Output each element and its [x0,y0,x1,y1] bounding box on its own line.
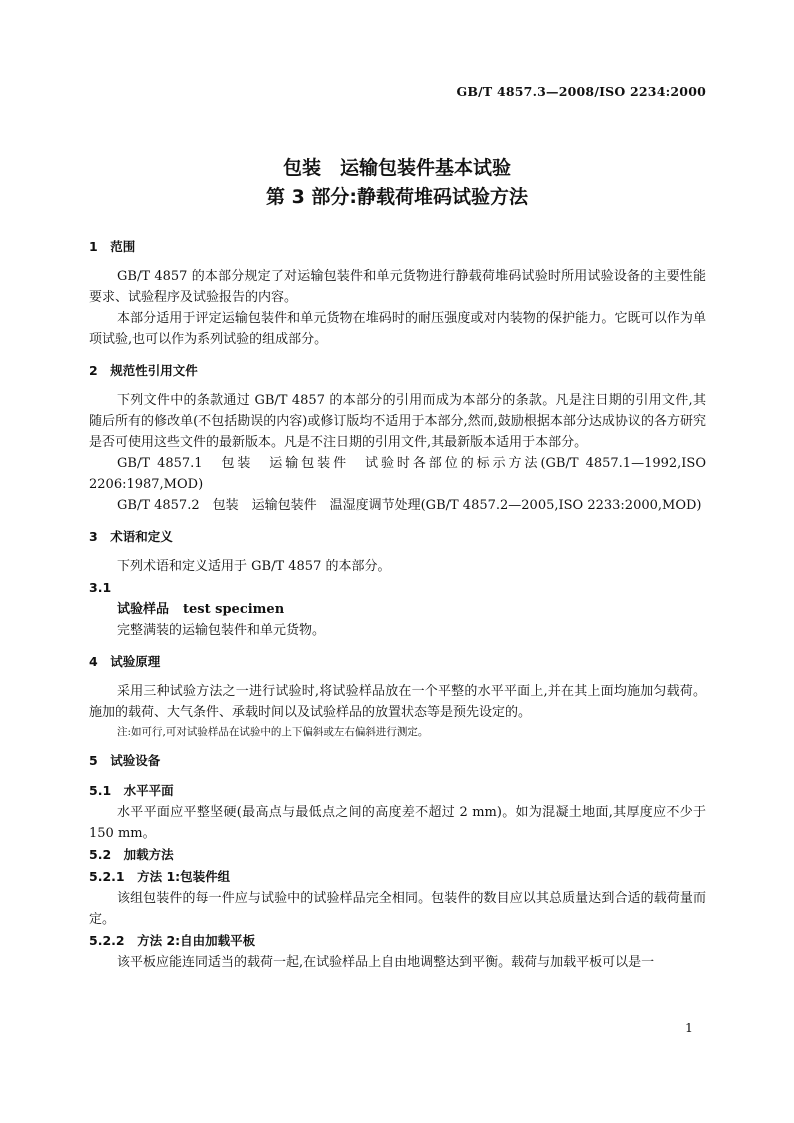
page-number: 1 [685,1020,693,1035]
document-body [89,236,706,973]
subsection-heading: 5.1 水平平面 [89,783,174,798]
document-subtitle: 第 3 部分:静载荷堆码试验方法 [265,186,529,208]
subsection-number: 3.1 [89,580,112,595]
standard-code: GB/T 4857.3—2008/ISO 2234:2000 [456,84,706,99]
paragraph: 该平板应能连同适当的载荷一起,在试验样品上自由地调整达到平衡。载荷与加载平板可以是一 [117,955,655,970]
term-entry [117,599,706,620]
term-english: test specimen [183,602,285,617]
reference-item: GB/T 4857.1 包装 运输包装件 试验时各部位的标示方法(GB/T 4857.1—1992,ISO 2206:1987,MOD) [89,456,706,492]
paragraph: 采用三种试验方法之一进行试验时,将试验样品放在一个平整的水平平面上,并在其上面均施加匀载荷。施加的载荷、大气条件、承载时间以及试验样品的放置状态等是预先设定的。 [89,684,706,720]
paragraph: 本部分适用于评定运输包装件和单元货物在堆码时的耐压强度或对内装物的保护能力。它既可以作为单项试验,也可以作为系列试验的组成部分。 [89,311,706,347]
section-heading-principle: 4 试验原理 [89,654,161,669]
subsection-heading: 5.2.1 方法 1:包装件组 [89,869,231,884]
paragraph: GB/T 4857 的本部分规定了对运输包装件和单元货物进行静载荷堆码试验时所用试验设备的主要性能要求、试验程序及试验报告的内容。 [89,269,706,305]
paragraph: 下列术语和定义适用于 GB/T 4857 的本部分。 [117,559,391,574]
document-title: 包装 运输包装件基本试验 [282,157,511,179]
paragraph: 该组包装件的每一件应与试验中的试验样品完全相同。包装件的数目应以其总质量达到合适的载荷量而定。 [89,891,706,927]
subsection-heading: 5.2.2 方法 2:自由加载平板 [89,933,256,948]
section-heading-apparatus: 5 试验设备 [89,753,161,768]
reference-item: GB/T 4857.2 包装 运输包装件 温湿度调节处理(GB/T 4857.2—2005,ISO 2233:2000,MOD) [117,498,702,513]
note: 注:如可行,可对试验样品在试验中的上下偏斜或左右偏斜进行测定。 [117,726,429,738]
subsection-heading: 5.2 加载方法 [89,847,174,862]
section-heading-scope: 1 范围 [89,239,136,254]
paragraph: 水平平面应平整坚硬(最高点与最低点之间的高度差不超过 2 mm)。如为混凝土地面,其厚度应不少于 150 mm。 [89,805,706,841]
section-heading-terms: 3 术语和定义 [89,529,173,544]
paragraph: 下列文件中的条款通过 GB/T 4857 的本部分的引用而成为本部分的条款。凡是注日期的引用文件,其随后所有的修改单(不包括勘误的内容)或修订版均不适用于本部分,然而,鼓励根据本部分达成协议的各方研究是否可使用这些文件的最新版本。凡是不注日期的引用文件,其最新版本适用于本部分。 [89,393,706,450]
term-definition: 完整满装的运输包装件和单元货物。 [117,623,326,638]
section-heading-normative-references: 2 规范性引用文件 [89,363,198,378]
term-chinese: 试验样品 [117,602,170,617]
